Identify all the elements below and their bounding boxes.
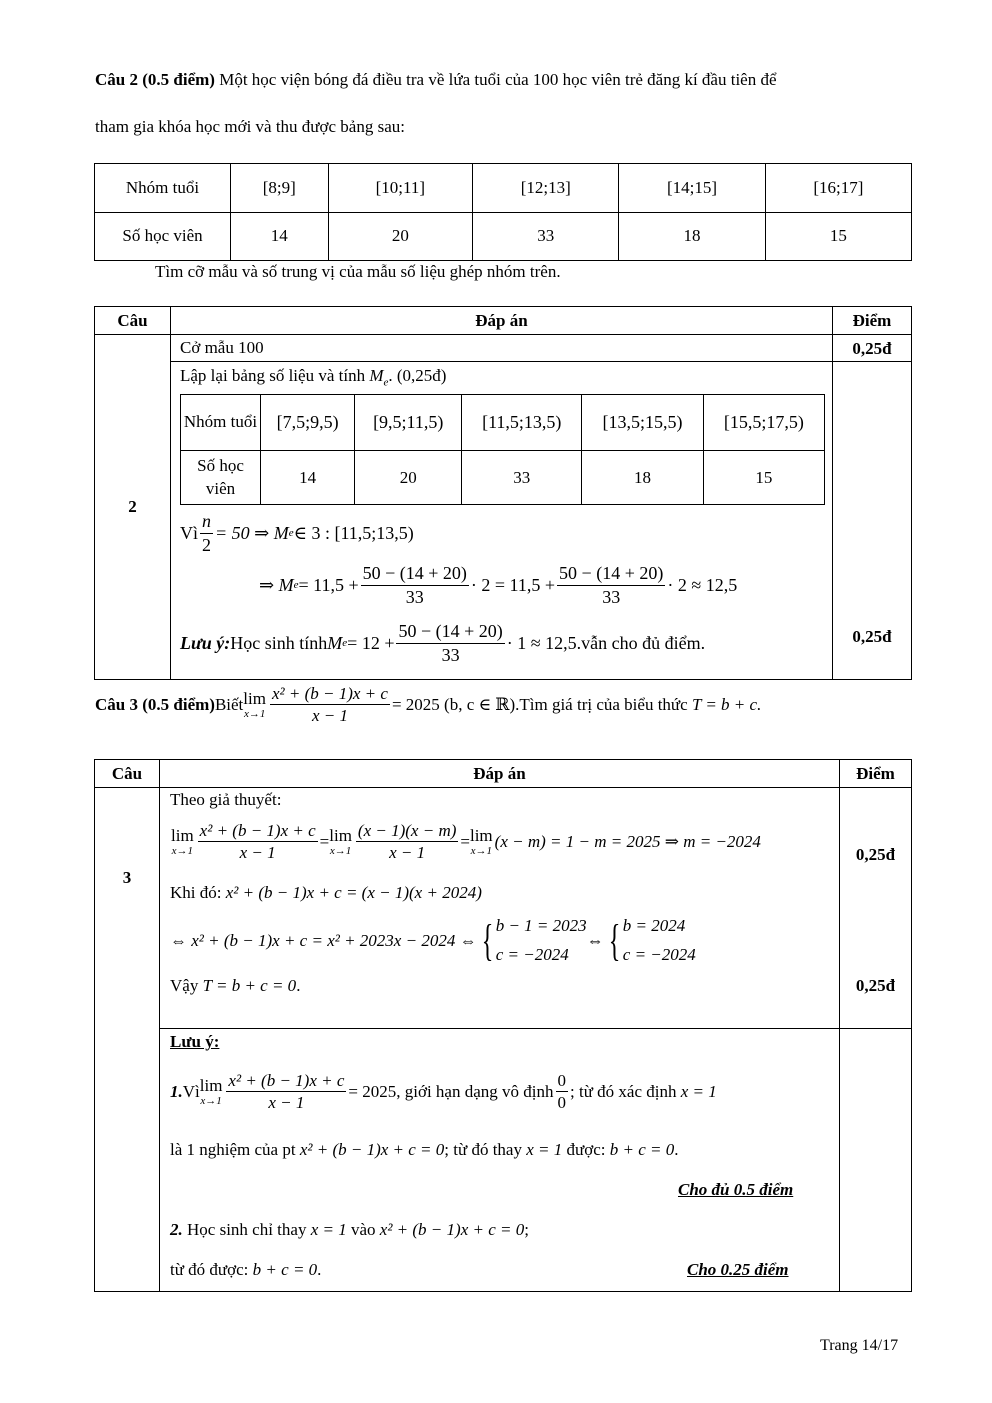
page-number: Trang 14/17	[820, 1337, 899, 1354]
table-row-label: Nhóm tuổi	[181, 395, 261, 451]
math-sub: e	[288, 527, 294, 539]
inner-table	[180, 394, 825, 505]
header-diem: Điểm	[833, 307, 911, 335]
question-2-table	[94, 163, 912, 261]
question-2-line-1	[95, 70, 915, 90]
math-text: x = 1	[526, 1140, 563, 1159]
text: .	[317, 1260, 322, 1279]
math-text: = 11,5 +	[298, 574, 359, 595]
text: ; từ đó thay	[444, 1140, 527, 1159]
lim-word: lim	[199, 1075, 223, 1095]
table-cell: 20	[355, 451, 462, 505]
math-text: (x − m) = 1 − m = 2025 ⇒ m = −2024	[494, 831, 761, 851]
fraction-denominator: 33	[602, 586, 621, 607]
text: Học sinh tính	[230, 632, 328, 653]
table-cell: 15	[765, 212, 911, 261]
text: Tìm giá trị của biểu thức	[519, 694, 688, 714]
note-line	[180, 620, 705, 666]
note-number: 2.	[170, 1220, 183, 1239]
math-sub: e	[383, 376, 389, 389]
math-text: x² + (b − 1)x + c = (x − 1)(x + 2024)	[225, 883, 482, 902]
fraction-numerator: 50 − (14 + 20)	[361, 562, 469, 586]
lim-sub: x→1	[470, 844, 493, 857]
math-text: ⇔	[586, 930, 604, 950]
fraction-numerator: 50 − (14 + 20)	[557, 562, 665, 586]
header-cau: Câu	[95, 760, 160, 788]
text: Lập lại bảng số liệu và tính	[180, 366, 370, 385]
score: 0,25đ	[855, 976, 896, 995]
quarter-score-note: Cho 0.25 điểm	[687, 1260, 789, 1279]
math-text: = 50 ⇒ M	[215, 522, 289, 543]
question-2-text-2: tham gia khóa học mới và thu được bảng sau:	[95, 117, 405, 136]
note-1-line-1	[170, 1070, 717, 1114]
fraction-denominator: x − 1	[389, 843, 426, 863]
equation: b = 2024	[622, 916, 686, 935]
text: .	[296, 976, 301, 995]
median-formula	[259, 562, 737, 608]
answer-line-recompute	[180, 366, 446, 388]
text: ;	[524, 1220, 529, 1239]
text: Khi đó:	[170, 883, 226, 902]
math-var: M	[369, 366, 384, 385]
table-cell: 20	[328, 212, 473, 261]
table-cell: [13,5;15,5)	[582, 395, 703, 451]
answer-line-sample-size: Cở mẫu 100	[171, 335, 833, 362]
fraction-numerator: (x − 1)(x − m)	[356, 820, 458, 842]
equation: b − 1 = 2023	[495, 916, 587, 935]
table-cell: [16;17]	[765, 164, 911, 213]
table-cell: [9,5;11,5)	[355, 395, 462, 451]
fraction-numerator: x² + (b − 1)x + c	[226, 1070, 346, 1092]
math-sub: e	[342, 637, 348, 649]
text: .	[674, 1140, 679, 1159]
row-divider	[160, 1028, 911, 1029]
equation-system-1: { b − 1 = 2023 c = −2024	[477, 912, 587, 970]
limit-computation	[171, 820, 761, 864]
score: 0,25đ	[855, 845, 896, 864]
lim-word: lim	[243, 688, 266, 708]
question-2-text-1: Một học viện bóng đá điều tra về lứa tuổi của 100 học viên trẻ đăng kí đầu tiên để	[214, 70, 777, 89]
table-cell: 18	[619, 212, 765, 261]
table-cell: 33	[473, 212, 619, 261]
table-row-label: Số học viên	[181, 451, 261, 505]
note-label: Lưu ý:	[180, 632, 231, 653]
lim-word: lim	[329, 825, 352, 845]
fraction-numerator: x² + (b − 1)x + c	[198, 820, 318, 842]
text: Vậy	[170, 976, 203, 995]
math-text: · 1 ≈ 12,5.	[506, 632, 582, 653]
math-text: =	[460, 831, 470, 851]
math-text: ⇒ M	[259, 574, 294, 595]
text: là 1 nghiệm của pt	[170, 1140, 300, 1159]
header-dap-an: Đáp án	[160, 760, 840, 788]
text: Vì	[182, 1081, 200, 1101]
math-text: = 2025	[348, 1081, 397, 1101]
fraction-denominator: 2	[202, 534, 211, 555]
table-cell: 15	[703, 451, 824, 505]
question-number: 3	[122, 868, 132, 887]
table-cell: [7,5;9,5)	[261, 395, 355, 451]
answer-line-1: Theo giả thuyết:	[170, 790, 282, 809]
text: vào	[346, 1220, 380, 1239]
header-diem: Điểm	[840, 760, 911, 788]
full-score-note: Cho đủ 0.5 điểm	[678, 1180, 794, 1199]
text: từ đó được:	[170, 1260, 253, 1279]
score: 0,25đ	[852, 627, 892, 646]
lim-sub: x→1	[200, 1094, 222, 1107]
question-3-title: Câu 3 (0.5 điểm)	[95, 694, 215, 714]
math-text: x = 1	[680, 1081, 717, 1101]
text: ; từ đó xác định	[570, 1081, 677, 1101]
lim-sub: x→1	[171, 844, 194, 857]
note-1-line-2	[170, 1140, 678, 1160]
table-cell: 14	[231, 212, 329, 261]
table-cell: [14;15]	[619, 164, 765, 213]
math-text: T = b + c = 0	[202, 976, 297, 995]
fraction-denominator: 33	[405, 586, 424, 607]
fraction-numerator: 0	[556, 1070, 569, 1092]
math-text: ⇔ x² + (b − 1)x + c = x² + 2023x − 2024 ⇔	[170, 930, 477, 950]
answer-line-5	[170, 976, 300, 996]
note-2-line-2	[170, 1260, 321, 1280]
table-cell: [12;13]	[473, 164, 619, 213]
note-label: Lưu ý:	[170, 1032, 220, 1051]
table-cell: 33	[462, 451, 582, 505]
fraction-denominator: x − 1	[239, 843, 276, 863]
fraction-denominator: x − 1	[268, 1093, 305, 1113]
answer-table-2	[94, 306, 912, 680]
text: Vì	[180, 522, 198, 543]
answer-line-4	[170, 912, 696, 970]
answer-line-3	[170, 883, 482, 903]
fraction-denominator: 33	[441, 644, 460, 665]
text: , giới hạn dạng vô định	[396, 1081, 554, 1101]
table-cell: [15,5;17,5)	[703, 395, 824, 451]
lim-sub: x→1	[329, 844, 352, 857]
lim-sub: x→1	[243, 707, 266, 720]
math-text: · 2 = 11,5 +	[470, 574, 556, 595]
math-text: x² + (b − 1)x + c = 0	[379, 1220, 525, 1239]
math-text: = 2025 (b, c ∈ ℝ).	[391, 694, 520, 714]
question-3-line	[95, 683, 761, 727]
note-number: 1.	[170, 1081, 183, 1101]
header-cau: Câu	[95, 307, 171, 335]
equation: c = −2024	[622, 944, 696, 964]
fraction-numerator: x² + (b − 1)x + c	[270, 683, 390, 705]
math-text: T = b + c.	[691, 694, 762, 714]
fraction-numerator: n	[200, 510, 213, 534]
table-cell: 14	[261, 451, 355, 505]
text: Biết	[214, 694, 244, 714]
text: vẫn cho đủ điểm.	[581, 632, 706, 653]
answer-table-3	[94, 759, 912, 1292]
math-text: b + c = 0	[252, 1260, 318, 1279]
math-text: · 2 ≈ 12,5	[667, 574, 738, 595]
table-cell: 18	[582, 451, 703, 505]
table-row-label: Nhóm tuổi	[95, 164, 231, 213]
lim-word: lim	[171, 825, 194, 845]
header-dap-an: Đáp án	[171, 307, 833, 335]
fraction-denominator: 0	[557, 1093, 566, 1113]
math-text: x = 1	[310, 1220, 347, 1239]
text: được:	[562, 1140, 610, 1159]
fraction-numerator: 50 − (14 + 20)	[396, 620, 504, 644]
equation: c = −2024	[495, 944, 569, 964]
text: Học sinh chỉ thay	[182, 1220, 311, 1239]
math-sub: e	[293, 579, 299, 591]
note-2-line-1	[170, 1220, 529, 1240]
math-text: b + c = 0	[609, 1140, 675, 1159]
math-var: M	[327, 632, 343, 653]
column-divider	[159, 788, 160, 1291]
text: . (0,25đ)	[388, 366, 447, 385]
table-cell: [10;11]	[328, 164, 473, 213]
math-text: x² + (b − 1)x + c = 0	[299, 1140, 445, 1159]
math-text: = 12 +	[347, 632, 395, 653]
math-text: =	[319, 831, 330, 851]
median-position-line	[180, 510, 414, 556]
table-cell: [8;9]	[231, 164, 329, 213]
question-2-title: Câu 2 (0.5 điểm)	[95, 70, 215, 89]
lim-word: lim	[469, 825, 493, 845]
score: 0,25đ	[833, 335, 911, 362]
equation-system-2: { b = 2024 c = −2024	[604, 912, 696, 970]
table-cell: [11,5;13,5)	[462, 395, 582, 451]
question-2-task: Tìm cỡ mẫu và số trung vị của mẫu số liệu ghép nhóm trên.	[155, 262, 561, 281]
fraction-denominator: x − 1	[311, 706, 348, 726]
math-text: ∈ 3 : [11,5;13,5)	[293, 522, 414, 543]
table-row-label: Số học viên	[95, 212, 231, 261]
question-number: 2	[95, 335, 171, 679]
